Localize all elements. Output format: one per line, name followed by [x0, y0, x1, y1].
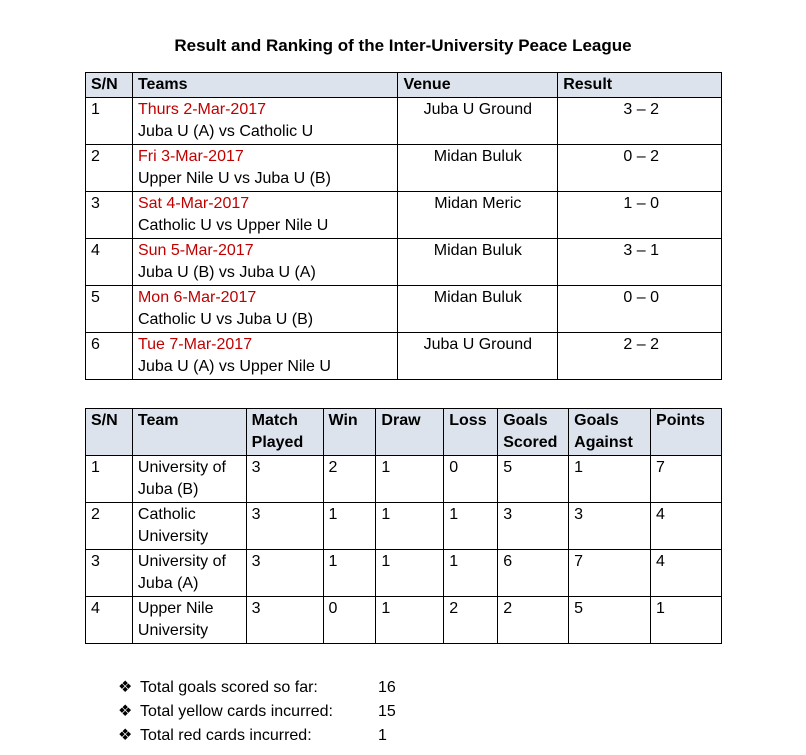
cell-ga: 1 — [569, 456, 651, 503]
col-header-played: Match Played — [246, 409, 323, 456]
cell-loss: 2 — [444, 597, 498, 644]
diamond-bullet-icon: ❖ — [118, 679, 133, 696]
cell-team: Upper Nile University — [132, 597, 246, 644]
match-results-table — [85, 72, 722, 380]
cell-gs: 5 — [498, 456, 569, 503]
ranking-table — [85, 408, 722, 644]
col-header-draw: Draw — [376, 409, 444, 456]
cell-loss: 0 — [444, 456, 498, 503]
col-header-sn: S/N — [86, 73, 133, 98]
cell-played: 3 — [246, 550, 323, 597]
table-row — [86, 192, 722, 239]
table-row — [86, 456, 722, 503]
cell-played: 3 — [246, 597, 323, 644]
col-header-goals-scored: Goals Scored — [498, 409, 569, 456]
cell-team: University of Juba (A) — [132, 550, 246, 597]
match-date: Fri 3-Mar-2017 — [137, 148, 244, 165]
cell-gs: 3 — [498, 503, 569, 550]
cell-team: Catholic University — [132, 503, 246, 550]
cell-pts: 1 — [651, 597, 722, 644]
cell-teams — [132, 192, 397, 239]
cell-venue: Midan Buluk — [398, 145, 558, 192]
table-row — [86, 286, 722, 333]
cell-sn: 1 — [86, 456, 133, 503]
cell-sn: 1 — [86, 98, 133, 145]
cell-win: 1 — [323, 550, 376, 597]
col-header-loss: Loss — [444, 409, 498, 456]
table-row — [86, 98, 722, 145]
match-teams: Upper Nile U vs Juba U (B) — [137, 170, 331, 187]
cell-win: 1 — [323, 503, 376, 550]
cell-teams — [132, 333, 397, 380]
cell-sn: 4 — [86, 597, 133, 644]
cell-venue: Juba U Ground — [398, 98, 558, 145]
summary-item-red-cards — [118, 724, 396, 748]
cell-sn: 3 — [86, 192, 133, 239]
cell-venue: Midan Meric — [398, 192, 558, 239]
cell-teams — [132, 239, 397, 286]
table-header-row — [86, 73, 722, 98]
match-date: Sat 4-Mar-2017 — [137, 195, 250, 212]
table-row — [86, 239, 722, 286]
cell-ga: 7 — [569, 550, 651, 597]
summary-label: Total goals scored so far: — [140, 679, 318, 696]
cell-result: 2 – 2 — [558, 333, 722, 380]
cell-result: 1 – 0 — [558, 192, 722, 239]
summary-label: Total yellow cards incurred: — [140, 703, 333, 720]
table-row — [86, 550, 722, 597]
cell-pts: 7 — [651, 456, 722, 503]
cell-sn: 2 — [86, 145, 133, 192]
cell-venue: Juba U Ground — [398, 333, 558, 380]
table-row — [86, 333, 722, 380]
cell-loss: 1 — [444, 503, 498, 550]
cell-win: 2 — [323, 456, 376, 503]
table-header-row — [86, 409, 722, 456]
match-date: Thurs 2-Mar-2017 — [137, 101, 267, 118]
match-date: Mon 6-Mar-2017 — [137, 289, 257, 306]
match-teams: Catholic U vs Juba U (B) — [137, 311, 314, 328]
col-header-result: Result — [558, 73, 722, 98]
cell-gs: 2 — [498, 597, 569, 644]
cell-team: University of Juba (B) — [132, 456, 246, 503]
cell-venue: Midan Buluk — [398, 286, 558, 333]
summary-list — [118, 676, 396, 748]
summary-item-yellow-cards — [118, 700, 396, 724]
match-teams: Juba U (B) vs Juba U (A) — [137, 264, 316, 281]
cell-pts: 4 — [651, 503, 722, 550]
cell-sn: 2 — [86, 503, 133, 550]
diamond-bullet-icon: ❖ — [118, 727, 133, 744]
cell-gs: 6 — [498, 550, 569, 597]
summary-item-goals — [118, 676, 396, 700]
col-header-team: Team — [132, 409, 246, 456]
cell-result: 0 – 2 — [558, 145, 722, 192]
cell-teams — [132, 98, 397, 145]
table-row — [86, 503, 722, 550]
col-header-venue: Venue — [398, 73, 558, 98]
match-teams: Juba U (A) vs Catholic U — [137, 123, 314, 140]
cell-result: 3 – 1 — [558, 239, 722, 286]
page-title: Result and Ranking of the Inter-University Peace League — [174, 36, 632, 55]
cell-draw: 1 — [376, 597, 444, 644]
match-date: Sun 5-Mar-2017 — [137, 242, 254, 259]
match-teams: Juba U (A) vs Upper Nile U — [137, 358, 331, 375]
cell-draw: 1 — [376, 503, 444, 550]
cell-ga: 5 — [569, 597, 651, 644]
summary-value: 16 — [378, 679, 396, 696]
diamond-bullet-icon: ❖ — [118, 703, 133, 720]
col-header-sn: S/N — [86, 409, 133, 456]
summary-label: Total red cards incurred: — [140, 727, 312, 744]
summary-value: 15 — [378, 703, 396, 720]
cell-draw: 1 — [376, 456, 444, 503]
match-date: Tue 7-Mar-2017 — [137, 336, 253, 353]
cell-played: 3 — [246, 503, 323, 550]
table-row — [86, 597, 722, 644]
cell-result: 0 – 0 — [558, 286, 722, 333]
cell-ga: 3 — [569, 503, 651, 550]
col-header-goals-against: Goals Against — [569, 409, 651, 456]
cell-draw: 1 — [376, 550, 444, 597]
cell-teams — [132, 286, 397, 333]
match-teams: Catholic U vs Upper Nile U — [137, 217, 329, 234]
cell-sn: 6 — [86, 333, 133, 380]
col-header-win: Win — [323, 409, 376, 456]
cell-played: 3 — [246, 456, 323, 503]
cell-sn: 4 — [86, 239, 133, 286]
cell-loss: 1 — [444, 550, 498, 597]
cell-venue: Midan Buluk — [398, 239, 558, 286]
cell-sn: 5 — [86, 286, 133, 333]
cell-teams — [132, 145, 397, 192]
summary-value: 1 — [378, 727, 387, 744]
cell-result: 3 – 2 — [558, 98, 722, 145]
cell-win: 0 — [323, 597, 376, 644]
col-header-points: Points — [651, 409, 722, 456]
col-header-teams: Teams — [132, 73, 397, 98]
cell-pts: 4 — [651, 550, 722, 597]
table-row — [86, 145, 722, 192]
cell-sn: 3 — [86, 550, 133, 597]
